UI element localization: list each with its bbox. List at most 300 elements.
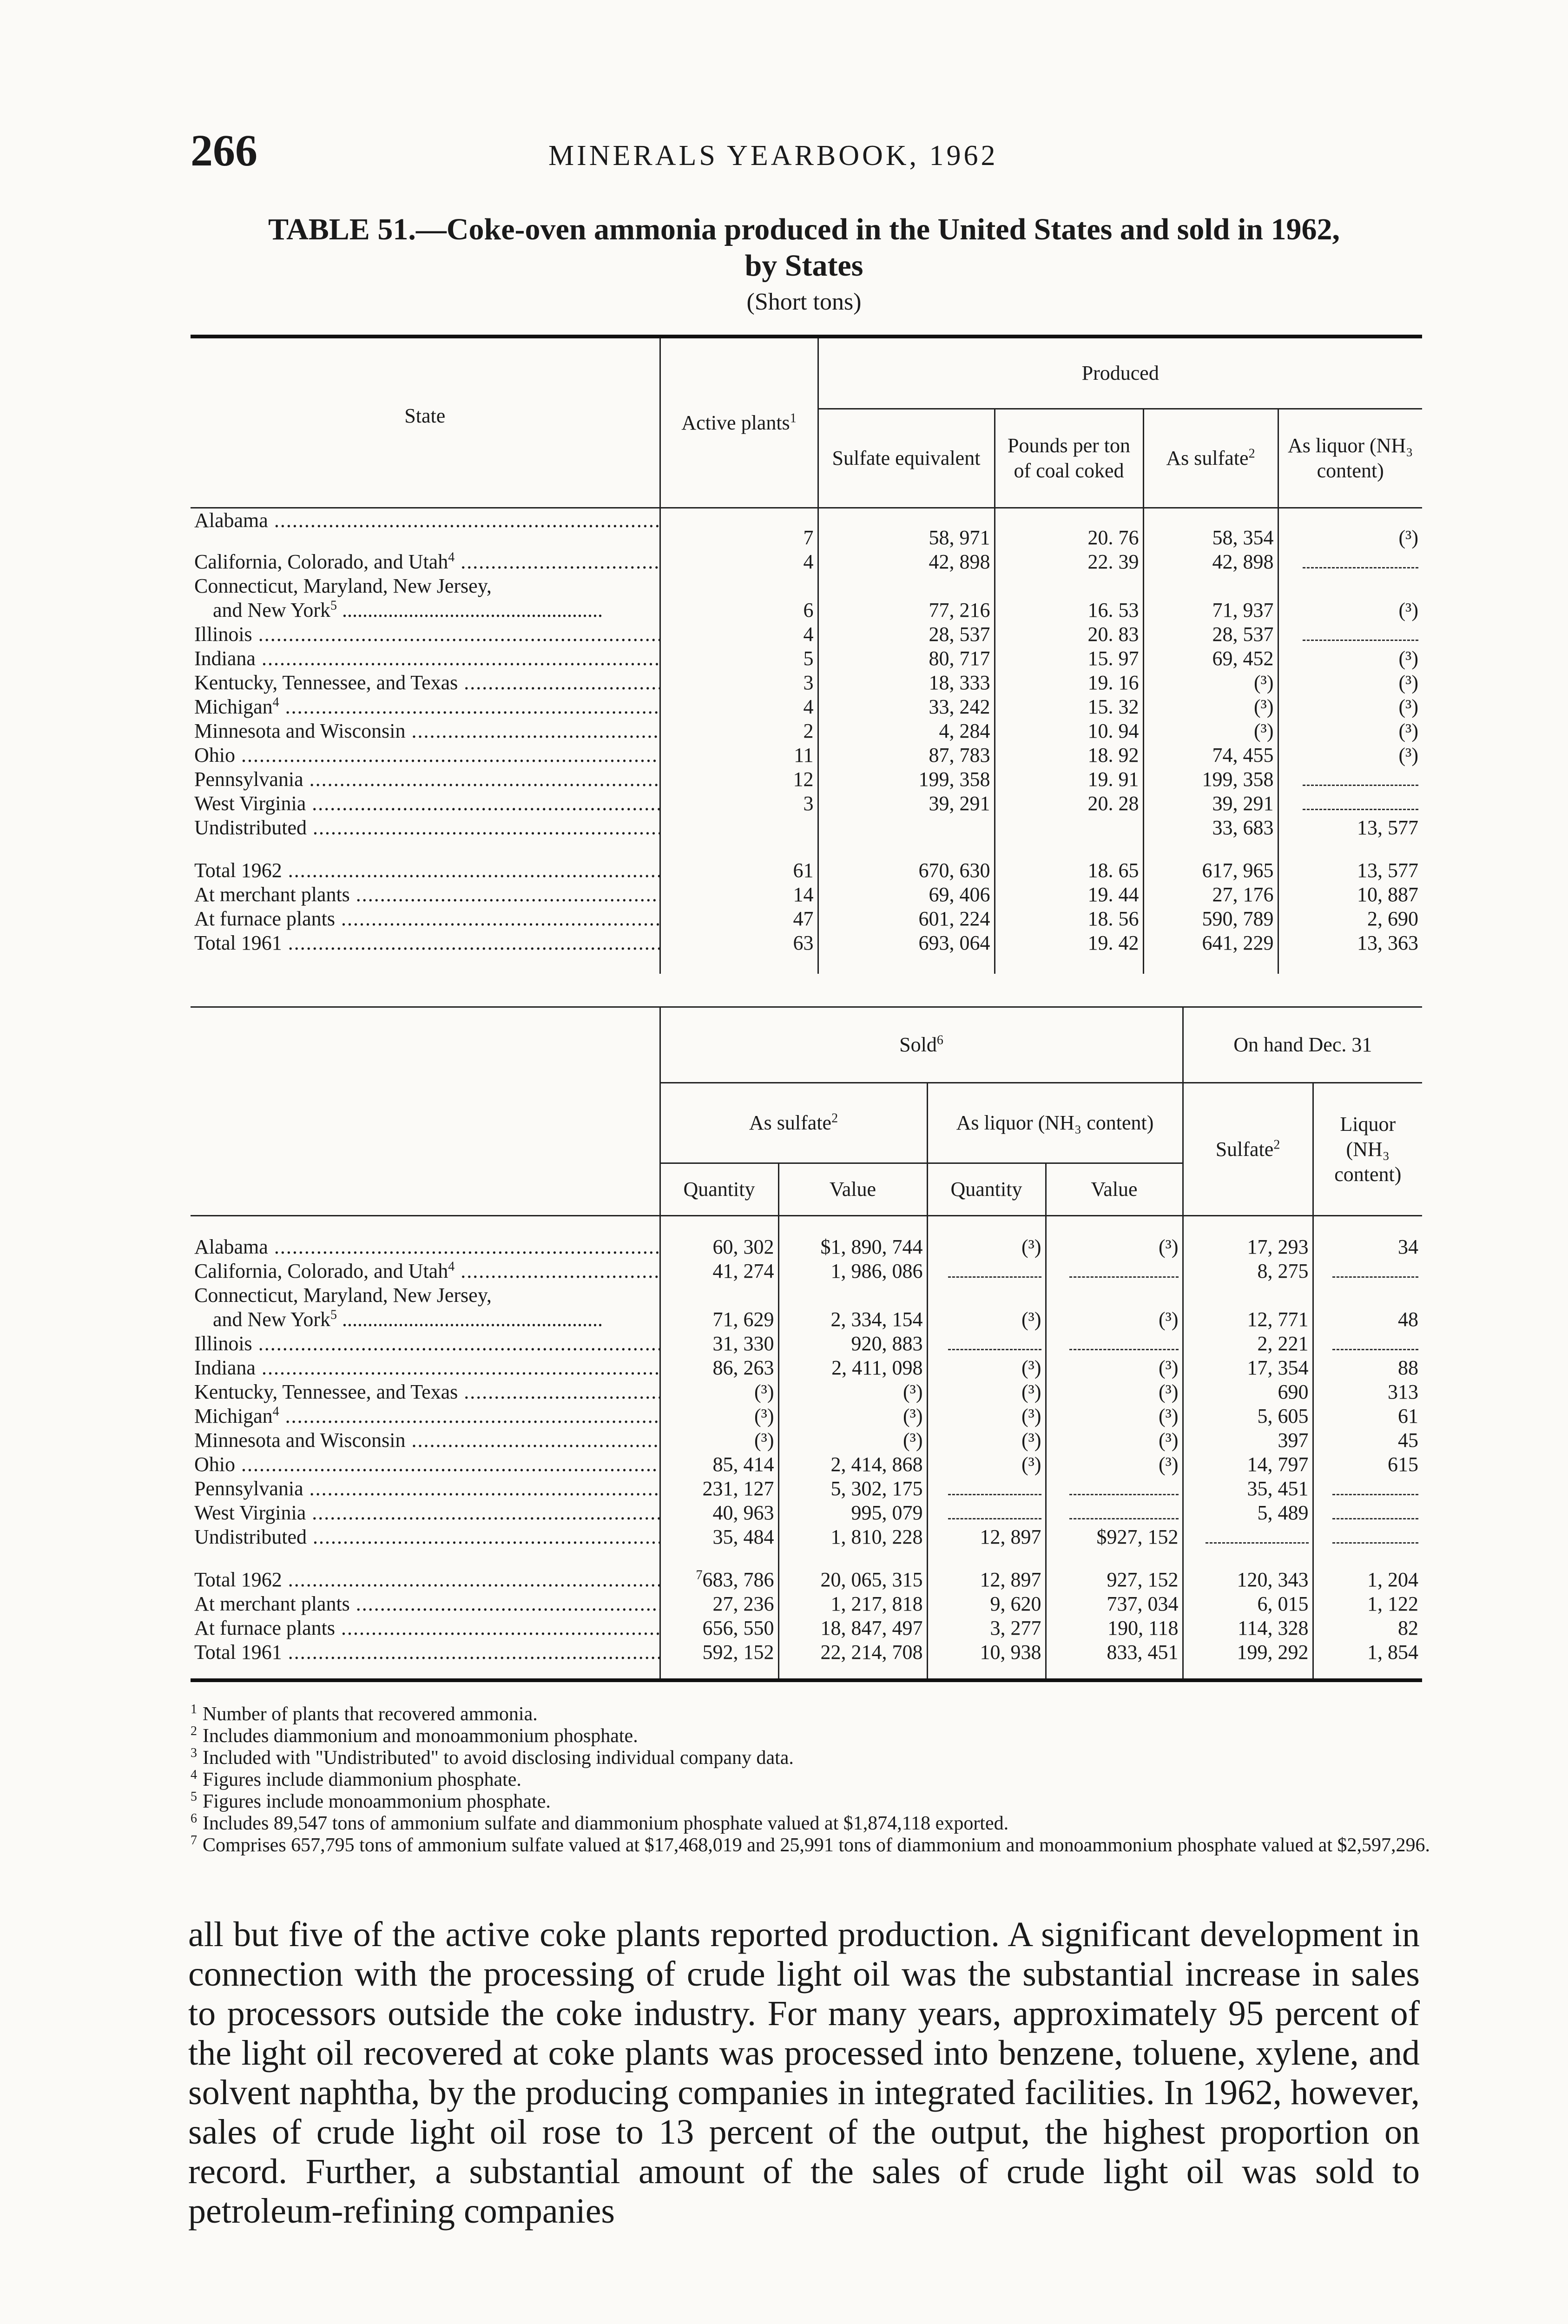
header-active-plants: [660, 337, 818, 508]
sold-liquor-quantity: 12, 897: [927, 1525, 1046, 1549]
total-label: At merchant plants .....: [191, 883, 660, 907]
sold-sulfate-value: 2, 414, 868: [778, 1452, 927, 1477]
sold-sulfate-quantity: 86, 263: [660, 1356, 778, 1380]
footnote-ref: 2: [831, 1111, 838, 1126]
table-row: [191, 508, 1422, 550]
on-hand-liquor: [1313, 1332, 1422, 1356]
spacer-row: [191, 1549, 1422, 1568]
on-hand-liquor: 615: [1313, 1452, 1422, 1477]
sold-sulfate-value: 2, 411, 098: [778, 1356, 927, 1380]
on-hand-sulfate: 35, 451: [1183, 1477, 1313, 1501]
sulfate-equivalent: 69, 406: [818, 883, 995, 907]
sold-sulfate-value: 1, 986, 086: [778, 1259, 927, 1283]
state-label: Undistributed: [194, 816, 307, 839]
state-label: Indiana: [194, 647, 256, 670]
production-table-body: [191, 508, 1422, 974]
state-name: [191, 1356, 660, 1380]
total-label: Total 1961 .....: [191, 931, 660, 974]
sold-liquor-quantity: [927, 1501, 1046, 1525]
as-liquor: [1278, 550, 1422, 574]
sulfate-equivalent: 199, 358: [818, 767, 995, 792]
spacer-cell: [191, 1549, 660, 1568]
header-sulfate-quantity: Quantity: [660, 1163, 778, 1216]
table-row: [191, 647, 1422, 671]
as-sulfate: 33, 683: [1143, 816, 1278, 840]
sold-sulfate-value: 22, 214, 708: [778, 1640, 927, 1680]
sold-sulfate-quantity: (³): [660, 1428, 778, 1452]
spacer-cell: [778, 1549, 927, 1568]
sulfate-equivalent: 28, 537: [818, 622, 995, 647]
on-hand-sulfate: 120, 343: [1183, 1568, 1313, 1592]
state-label: West Virginia: [194, 1501, 306, 1524]
table-row: [191, 1452, 1422, 1477]
state-name: [191, 508, 660, 550]
on-hand-liquor: [1313, 1259, 1422, 1283]
sold-sulfate-quantity: 31, 330: [660, 1332, 778, 1356]
sold-sulfate-value: 1, 217, 818: [778, 1592, 927, 1616]
as-sulfate: 58, 354: [1143, 508, 1278, 550]
active-plants: [660, 816, 818, 840]
sold-sulfate-quantity: 35, 484: [660, 1525, 778, 1549]
header-sold-as-sulfate: [660, 1083, 927, 1163]
on-hand-liquor: [1313, 1525, 1422, 1549]
state-name: [191, 792, 660, 816]
sold-sulfate-quantity: 656, 550: [660, 1616, 778, 1640]
footnote: [191, 1769, 1436, 1791]
sulfate-equivalent: 39, 291: [818, 792, 995, 816]
as-liquor: 13, 577: [1278, 858, 1422, 883]
total-row: [191, 1592, 1422, 1616]
sold-liquor-value: (³): [1046, 1216, 1183, 1260]
state-label: Connecticut, Maryland, New Jersey,: [194, 1284, 492, 1307]
dash-leader: [1069, 1264, 1179, 1278]
sold-liquor-quantity: (³): [927, 1452, 1046, 1477]
dash-leader: [1332, 1530, 1418, 1544]
header-sold-label: Sold: [899, 1033, 937, 1056]
active-plants: 11: [660, 743, 818, 767]
footnote-mark: 2: [191, 1724, 197, 1738]
sulfate-equivalent: 33, 242: [818, 695, 995, 719]
table-row: [191, 1259, 1422, 1283]
on-hand-liquor: [1313, 1501, 1422, 1525]
spacer-cell: [1183, 1549, 1313, 1568]
state-name: [191, 550, 660, 574]
pounds-per-ton: 16. 53: [995, 574, 1143, 622]
on-hand-liquor: 48: [1313, 1283, 1422, 1332]
dash-leader: [1069, 1337, 1179, 1350]
as-sulfate: 71, 937: [1143, 574, 1278, 622]
state-label: Kentucky, Tennessee, and Texas: [194, 1380, 458, 1403]
pounds-per-ton: 15. 32: [995, 695, 1143, 719]
sulfate-equivalent: 693, 064: [818, 931, 995, 974]
sulfate-equivalent: [818, 816, 995, 840]
total-row: [191, 1568, 1422, 1592]
running-title: MINERALS YEARBOOK, 1962: [548, 140, 998, 172]
state-name: [191, 1525, 660, 1549]
state-name: [191, 1452, 660, 1477]
state-label: Alabama: [194, 509, 268, 532]
state-label: Michigan: [194, 1405, 273, 1427]
as-liquor: [1278, 622, 1422, 647]
sold-sulfate-quantity: 592, 152: [660, 1640, 778, 1680]
header-produced: Produced: [818, 337, 1422, 409]
spacer-cell: [927, 1549, 1046, 1568]
sold-sulfate-value: 1, 810, 228: [778, 1525, 927, 1549]
sold-sulfate-value: 995, 079: [778, 1501, 927, 1525]
caption-units: (Short tons): [746, 289, 862, 315]
total-row: [191, 858, 1422, 883]
as-liquor: 13, 577: [1278, 816, 1422, 840]
spacer-cell: [660, 840, 818, 858]
dash-leader: [948, 1337, 1041, 1350]
sold-liquor-value: [1046, 1332, 1183, 1356]
pounds-per-ton: 20. 76: [995, 508, 1143, 550]
state-label: California, Colorado, and Utah: [194, 1260, 448, 1282]
footnote: [191, 1791, 1436, 1813]
state-label: Illinois: [194, 622, 252, 646]
state-name: [191, 671, 660, 695]
state-name: [191, 1501, 660, 1525]
as-liquor: [1278, 792, 1422, 816]
dash-leader: [1303, 555, 1418, 568]
state-name: [191, 816, 660, 840]
as-sulfate: 28, 537: [1143, 622, 1278, 647]
total-label: At merchant plants .....: [191, 1592, 660, 1616]
footnote-text: Comprises 657,795 tons of ammonium sulfate valued at $17,468,019 and 25,991 tons of diammonium and monoammonium phosphate valued at $2,597,296.: [203, 1835, 1430, 1856]
as-liquor: (³): [1278, 574, 1422, 622]
active-plants: 7: [660, 508, 818, 550]
sold-sulfate-value: 18, 847, 497: [778, 1616, 927, 1640]
on-hand-liquor: 1, 204: [1313, 1568, 1422, 1592]
sold-liquor-value: (³): [1046, 1380, 1183, 1404]
active-plants: 5: [660, 647, 818, 671]
as-liquor: (³): [1278, 743, 1422, 767]
as-liquor: 13, 363: [1278, 931, 1422, 974]
dot-leader: ...................................................: [337, 1308, 603, 1331]
footnote-mark: 1: [191, 1702, 197, 1717]
state-name: [191, 743, 660, 767]
sold-sulfate-value: (³): [778, 1380, 927, 1404]
sold-liquor-quantity: 10, 938: [927, 1640, 1046, 1680]
footnote-ref: 4: [448, 549, 455, 564]
footnote-ref: 4: [272, 694, 279, 709]
pounds-per-ton: 18. 65: [995, 858, 1143, 883]
sold-liquor-value: 927, 152: [1046, 1568, 1183, 1592]
sold-sulfate-quantity: 231, 127: [660, 1477, 778, 1501]
footnote-ref: 1: [790, 410, 797, 425]
sulfate-equivalent: 42, 898: [818, 550, 995, 574]
sold-liquor-quantity: (³): [927, 1428, 1046, 1452]
pounds-per-ton: 19. 91: [995, 767, 1143, 792]
sold-sulfate-quantity: 71, 629: [660, 1283, 778, 1332]
footnote-text: Includes diammonium and monoammonium phosphate.: [203, 1725, 638, 1747]
spacer-cell: [818, 840, 995, 858]
spacer-cell: [191, 840, 660, 858]
table-row: [191, 695, 1422, 719]
header-sulfate-value: Value: [778, 1163, 927, 1216]
sulfate-equivalent: 18, 333: [818, 671, 995, 695]
header-sold: [660, 1007, 1183, 1083]
state-label: Alabama: [194, 1235, 268, 1258]
sold-liquor-value: (³): [1046, 1283, 1183, 1332]
sold-liquor-value: [1046, 1259, 1183, 1283]
pounds-per-ton: 19. 44: [995, 883, 1143, 907]
page-number: 266: [191, 125, 257, 175]
active-plants: 14: [660, 883, 818, 907]
state-label: West Virginia: [194, 792, 306, 815]
pounds-per-ton: 20. 83: [995, 622, 1143, 647]
footnote-ref: 5: [330, 1307, 337, 1322]
sales-table: [191, 1006, 1422, 1682]
sold-liquor-value: (³): [1046, 1452, 1183, 1477]
sold-sulfate-value: 5, 302, 175: [778, 1477, 927, 1501]
table-row: [191, 1525, 1422, 1549]
footnote-ref: 4: [448, 1259, 455, 1274]
on-hand-sulfate: 17, 354: [1183, 1356, 1313, 1380]
active-plants: 2: [660, 719, 818, 743]
pounds-per-ton: 18. 92: [995, 743, 1143, 767]
footnote-mark: 4: [191, 1768, 197, 1782]
sold-sulfate-quantity: 41, 274: [660, 1259, 778, 1283]
as-liquor: (³): [1278, 647, 1422, 671]
pounds-per-ton: [995, 816, 1143, 840]
on-hand-sulfate: 690: [1183, 1380, 1313, 1404]
total-row: [191, 1640, 1422, 1680]
as-liquor: (³): [1278, 671, 1422, 695]
caption-line-1: TABLE 51.—Coke-oven ammonia produced in the United States and sold in 1962,: [268, 212, 1340, 246]
state-name: [191, 1283, 660, 1332]
dash-leader: [1303, 772, 1418, 786]
state-label: Michigan: [194, 695, 273, 718]
sold-sulfate-value: 20, 065, 315: [778, 1568, 927, 1592]
state-name: [191, 695, 660, 719]
dot-leader: ...................................................: [337, 598, 603, 621]
dash-leader: [1332, 1506, 1418, 1519]
state-name: [191, 574, 660, 622]
sold-sulfate-quantity: 40, 963: [660, 1501, 778, 1525]
state-label: Undistributed: [194, 1525, 307, 1548]
dash-leader: [948, 1482, 1041, 1495]
header-sulfate-equivalent: Sulfate equivalent: [818, 409, 995, 508]
dash-leader: [1069, 1506, 1179, 1519]
sulfate-equivalent: 601, 224: [818, 907, 995, 931]
total-row: [191, 931, 1422, 974]
active-plants: 3: [660, 671, 818, 695]
as-sulfate: 42, 898: [1143, 550, 1278, 574]
sold-liquor-quantity: 12, 897: [927, 1568, 1046, 1592]
sulfate-equivalent: 80, 717: [818, 647, 995, 671]
on-hand-liquor: [1313, 1477, 1422, 1501]
sulfate-equivalent: 4, 284: [818, 719, 995, 743]
header-on-hand-sulfate: [1183, 1083, 1313, 1216]
sold-sulfate-quantity: 27, 236: [660, 1592, 778, 1616]
active-plants: 6: [660, 574, 818, 622]
sold-sulfate-quantity: 85, 414: [660, 1452, 778, 1477]
as-sulfate: 199, 358: [1143, 767, 1278, 792]
sold-sulfate-quantity: 60, 302: [660, 1216, 778, 1260]
pounds-per-ton: 18. 56: [995, 907, 1143, 931]
sold-sulfate-quantity: [660, 1568, 778, 1592]
sulfate-equivalent: 58, 971: [818, 508, 995, 550]
header-on-hand-sulfate-label: Sulfate: [1215, 1137, 1274, 1161]
sold-sulfate-quantity: (³): [660, 1380, 778, 1404]
active-plants: 4: [660, 622, 818, 647]
pounds-per-ton: 19. 42: [995, 931, 1143, 974]
sold-liquor-value: (³): [1046, 1428, 1183, 1452]
sold-sulfate-value: (³): [778, 1428, 927, 1452]
sold-liquor-quantity: (³): [927, 1404, 1046, 1428]
state-label: Minnesota and Wisconsin: [194, 719, 406, 742]
on-hand-sulfate: 397: [1183, 1428, 1313, 1452]
sulfate-equivalent: 87, 783: [818, 743, 995, 767]
spacer-cell: [1313, 1549, 1422, 1568]
header-blank: [191, 1007, 660, 1216]
table-row: [191, 1428, 1422, 1452]
total-row: [191, 883, 1422, 907]
footnote: [191, 1835, 1436, 1856]
spacer-cell: [1278, 840, 1422, 858]
dash-leader: [1303, 627, 1418, 641]
as-sulfate: 69, 452: [1143, 647, 1278, 671]
as-sulfate: 617, 965: [1143, 858, 1278, 883]
sold-liquor-quantity: [927, 1477, 1046, 1501]
spacer-cell: [1143, 840, 1278, 858]
header-as-sulfate-label: As sulfate: [1166, 447, 1249, 469]
spacer-cell: [660, 1549, 778, 1568]
state-label: California, Colorado, and Utah: [194, 550, 448, 573]
on-hand-liquor: 61: [1313, 1404, 1422, 1428]
on-hand-liquor: 82: [1313, 1616, 1422, 1640]
sulfate-equivalent: 77, 216: [818, 574, 995, 622]
as-sulfate: 74, 455: [1143, 743, 1278, 767]
footnote-text: Figures include monoammonium phosphate.: [203, 1791, 551, 1812]
sold-liquor-value: (³): [1046, 1356, 1183, 1380]
header-on-hand: On hand Dec. 31: [1183, 1007, 1422, 1083]
table-row: [191, 792, 1422, 816]
body-paragraph: all but five of the active coke plants reported production. A significant development in connection with the processing of crude light oil was the substantial increase in sales to processors outside the coke industry. For many years, approximately 95 percent of the light oil recovered at coke plants was processed into benzene, toluene, xylene, and solvent naphtha, by the producing companies in integrated facilities. In 1962, however, sales of crude light oil rose to 13 percent of the output, the highest proportion on record. Further, a substantial amount of the sales of crude light oil was sold to petroleum-refining companies: [188, 1915, 1420, 2231]
on-hand-sulfate: 17, 293: [1183, 1216, 1313, 1260]
active-plants: 61: [660, 858, 818, 883]
total-label: At furnace plants .....: [191, 907, 660, 931]
as-liquor: 10, 887: [1278, 883, 1422, 907]
value: 683, 786: [702, 1568, 774, 1591]
state-label: Kentucky, Tennessee, and Texas: [194, 671, 458, 694]
pounds-per-ton: 15. 97: [995, 647, 1143, 671]
state-label: Ohio: [194, 743, 235, 766]
spacer-row: [191, 840, 1422, 858]
table-row: [191, 719, 1422, 743]
table-row: [191, 1404, 1422, 1428]
sold-sulfate-value: $1, 890, 744: [778, 1216, 927, 1260]
footnote-ref: 5: [330, 598, 337, 613]
on-hand-sulfate: 199, 292: [1183, 1640, 1313, 1680]
table-row: [191, 1216, 1422, 1260]
as-sulfate: (³): [1143, 719, 1278, 743]
as-sulfate: (³): [1143, 695, 1278, 719]
state-name: [191, 1380, 660, 1404]
footnote: [191, 1747, 1436, 1769]
footnote: [191, 1703, 1436, 1725]
sold-liquor-quantity: [927, 1259, 1046, 1283]
sold-sulfate-value: 2, 334, 154: [778, 1283, 927, 1332]
pounds-per-ton: 19. 16: [995, 671, 1143, 695]
on-hand-sulfate: 14, 797: [1183, 1452, 1313, 1477]
as-liquor: (³): [1278, 695, 1422, 719]
state-label: Illinois: [194, 1332, 252, 1355]
as-sulfate: 39, 291: [1143, 792, 1278, 816]
state-label: Ohio: [194, 1453, 235, 1476]
sold-liquor-quantity: 3, 277: [927, 1616, 1046, 1640]
table-row: [191, 1477, 1422, 1501]
table-row: [191, 743, 1422, 767]
header-on-hand-liquor: Liquor (NH₃ content): [1313, 1083, 1422, 1216]
total-label: Total 1961 .....: [191, 1640, 660, 1680]
dash-leader: [1069, 1482, 1179, 1495]
active-plants: 3: [660, 792, 818, 816]
table-row: [191, 574, 1422, 622]
sold-liquor-quantity: (³): [927, 1356, 1046, 1380]
footnote-ref: 7: [696, 1568, 703, 1583]
on-hand-liquor: 45: [1313, 1428, 1422, 1452]
dash-leader: [948, 1264, 1041, 1278]
footnote-ref: 2: [1248, 446, 1255, 461]
sold-liquor-quantity: (³): [927, 1283, 1046, 1332]
state-label-cont: and New York: [213, 598, 330, 621]
footnote: [191, 1725, 1436, 1747]
total-label: Total 1962 .....: [191, 1568, 660, 1592]
sold-liquor-quantity: (³): [927, 1216, 1046, 1260]
table-row: [191, 622, 1422, 647]
total-row: [191, 1616, 1422, 1640]
state-label: Pennsylvania: [194, 767, 303, 791]
sold-liquor-value: 833, 451: [1046, 1640, 1183, 1680]
active-plants: 4: [660, 695, 818, 719]
header-as-liquor: As liquor (NH₃ content): [1278, 409, 1422, 508]
sold-liquor-value: [1046, 1501, 1183, 1525]
spacer-cell: [995, 840, 1143, 858]
active-plants: 4: [660, 550, 818, 574]
dash-leader: [1332, 1337, 1418, 1350]
on-hand-liquor: 1, 122: [1313, 1592, 1422, 1616]
on-hand-liquor: 34: [1313, 1216, 1422, 1260]
spacer-cell: [1046, 1549, 1183, 1568]
on-hand-sulfate: 8, 275: [1183, 1259, 1313, 1283]
header-sold-as-liquor: As liquor (NH₃ content): [927, 1083, 1183, 1163]
pounds-per-ton: 22. 39: [995, 550, 1143, 574]
header-pounds-per-ton: Pounds per ton of coal coked: [995, 409, 1143, 508]
as-sulfate: 590, 789: [1143, 907, 1278, 931]
footnote-text: Number of plants that recovered ammonia.: [203, 1703, 538, 1725]
header-state: State: [191, 337, 660, 508]
table-row: [191, 1356, 1422, 1380]
sold-liquor-value: [1046, 1477, 1183, 1501]
sold-liquor-value: 190, 118: [1046, 1616, 1183, 1640]
footnote-ref: 4: [272, 1404, 279, 1419]
state-name: [191, 1216, 660, 1260]
on-hand-sulfate: [1183, 1525, 1313, 1549]
dash-leader: [1206, 1530, 1309, 1544]
table-row: [191, 767, 1422, 792]
state-label: Pennsylvania: [194, 1477, 303, 1500]
footnote-mark: 7: [191, 1833, 197, 1848]
footnotes: [191, 1703, 1436, 1856]
state-name: [191, 767, 660, 792]
on-hand-liquor: 313: [1313, 1380, 1422, 1404]
sold-sulfate-value: (³): [778, 1404, 927, 1428]
as-sulfate: (³): [1143, 671, 1278, 695]
active-plants: 47: [660, 907, 818, 931]
as-liquor: (³): [1278, 508, 1422, 550]
